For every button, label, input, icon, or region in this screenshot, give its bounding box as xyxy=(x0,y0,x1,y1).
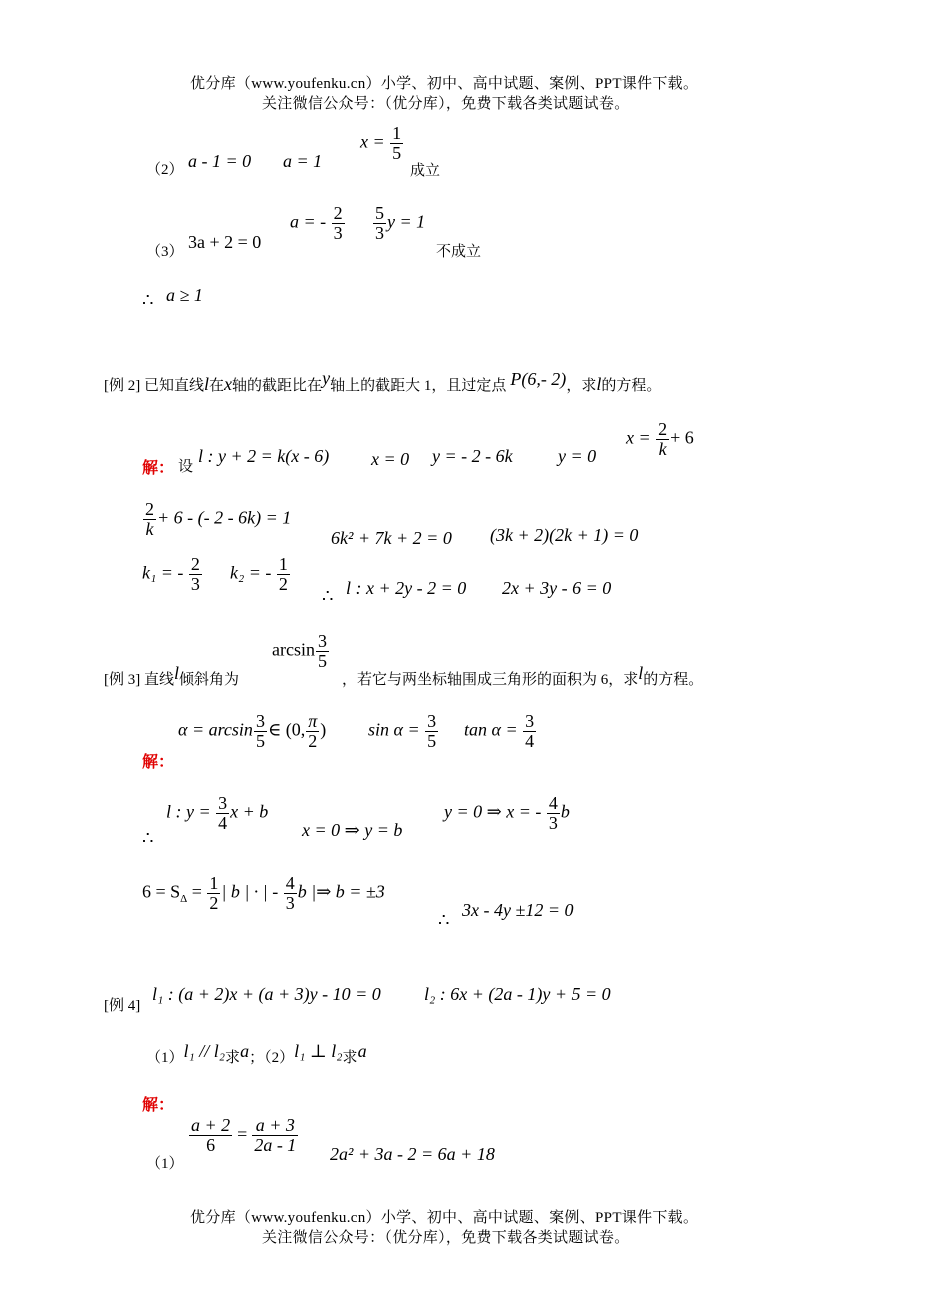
ex3-pi-fraction xyxy=(306,712,319,751)
part2-label: （2） xyxy=(146,162,184,178)
ex3-alpha-close: ) xyxy=(320,719,327,740)
fraction-numerator: 1 xyxy=(392,123,402,143)
fraction-numerator: 3 xyxy=(218,793,228,813)
ex3-text-4: 的方程。 xyxy=(643,672,704,688)
part3-a-lhs: a = - xyxy=(290,211,331,232)
ex3-alpha-in: ∈ (0, xyxy=(267,719,306,740)
ex3-y-zero-rest: b xyxy=(560,801,570,822)
fraction-denominator: 2 xyxy=(209,892,219,913)
part2-x-lhs: x = xyxy=(360,131,390,152)
ex2-condition-rest: + 6 - (- 2 - 6k) = 1 xyxy=(157,507,292,528)
ex4-q2-label: （2） xyxy=(264,1050,295,1066)
fraction-denominator: 3 xyxy=(285,892,295,913)
ex4-line-l2: l₂ : 6x + (2a - 1)y + 5 = 0 xyxy=(424,984,611,1004)
ex2-k2-fraction xyxy=(277,555,290,594)
fraction-denominator: k xyxy=(145,518,154,539)
ex3-y-zero-lhs: y = 0 ⇒ x = - xyxy=(444,801,546,822)
part3-y-fraction xyxy=(373,204,386,243)
ex2-y-intercept: y = - 2 - 6k xyxy=(432,446,513,466)
ex3-area-frac2 xyxy=(284,874,297,913)
ex3-prompt-rest xyxy=(342,663,704,689)
ex4-q2-text: 求 xyxy=(342,1050,358,1066)
ex3-area-eq: = xyxy=(187,881,207,902)
part3-label: （3） xyxy=(146,244,184,260)
ex2-text-2: 在 xyxy=(209,378,225,394)
ex2-x-intercept-rest: + 6 xyxy=(670,427,694,448)
ex2-x-intercept-lhs: x = xyxy=(626,427,656,448)
ex2-condition-fraction xyxy=(143,500,156,539)
header-line-1: 优分库（www.youfenku.cn）小学、初中、高中试题、案例、PPT课件下载。 xyxy=(190,76,699,92)
ex2-k1 xyxy=(142,555,203,594)
ex2-y-zero: y = 0 xyxy=(558,446,597,466)
ex3-text-2: 倾斜角为 xyxy=(179,672,240,688)
ex2-k2 xyxy=(230,555,291,594)
fraction-denominator: 3 xyxy=(375,222,384,243)
fraction-numerator: 5 xyxy=(375,203,384,223)
ex2-answer-2: 2x + 3y - 6 = 0 xyxy=(502,578,612,598)
part3-eq1: 3a + 2 = 0 xyxy=(188,232,262,252)
fraction-denominator: 2 xyxy=(278,573,288,594)
part2-eq1: a - 1 = 0 xyxy=(188,151,252,171)
ex2-text-6: 的方程。 xyxy=(601,378,662,394)
ex4-ratio-right xyxy=(252,1116,298,1155)
ex4-ratio-left xyxy=(189,1116,232,1155)
header-line-2: 关注微信公众号：（优分库），免费下载各类试题试卷。 xyxy=(262,96,630,112)
part3-y-rest: y = 1 xyxy=(387,211,426,232)
ex4-ratio-eq: = xyxy=(237,1123,248,1144)
fraction-denominator: 5 xyxy=(255,730,265,751)
part2-verdict: 成立 xyxy=(410,163,441,179)
fraction-numerator: 2 xyxy=(658,419,668,439)
part3-a-fraction xyxy=(332,204,345,243)
ex2-point: P(6,- 2) xyxy=(510,369,567,389)
fraction-numerator: π xyxy=(308,711,318,731)
fraction-numerator: 3 xyxy=(427,711,437,731)
ex2-k1-fraction xyxy=(189,555,202,594)
ex3-prompt xyxy=(104,663,240,689)
fraction-denominator: 5 xyxy=(427,730,437,751)
ex4-q1-label: （1） xyxy=(146,1050,184,1066)
ex3-var-l-2: l xyxy=(638,663,644,683)
ex2-var-l-2: l xyxy=(596,374,602,394)
ex2-quadratic: 6k² + 7k + 2 = 0 xyxy=(331,528,452,548)
conclusion-a-ge-1: a ≥ 1 xyxy=(166,285,203,305)
fraction-denominator: 3 xyxy=(548,812,558,833)
fraction-denominator: 2a - 1 xyxy=(254,1134,297,1155)
ex4-question-line xyxy=(146,1041,367,1067)
fraction-denominator: 6 xyxy=(206,1134,216,1155)
ex4-s1-label: （1） xyxy=(146,1156,184,1172)
part2-x-fraction xyxy=(390,124,403,163)
fraction-numerator: 2 xyxy=(145,499,154,519)
ex2-x-intercept xyxy=(626,420,694,459)
fraction-denominator: 3 xyxy=(190,573,200,594)
fraction-numerator: 4 xyxy=(285,873,295,893)
ex3-label: [例 3] xyxy=(104,672,141,688)
ex2-condition-equation xyxy=(142,500,291,539)
ex3-var-l: l xyxy=(174,663,180,683)
ex3-solution-label: 解： xyxy=(142,754,175,771)
fraction-numerator: a + 2 xyxy=(191,1115,231,1135)
part3-y-expression xyxy=(372,204,425,243)
footer-line-1: 优分库（www.youfenku.cn）小学、初中、高中试题、案例、PPT课件下载。 xyxy=(190,1210,699,1226)
ex4-q1-text: 求 xyxy=(225,1050,241,1066)
ex2-text-4: 轴上的截距大 1，且过定点 xyxy=(330,378,507,394)
ex3-area-equation xyxy=(142,874,385,913)
ex3-sin xyxy=(368,712,439,751)
ex3-alpha-lhs: α = arcsin xyxy=(178,719,253,740)
ex2-k2-lhs: k₂ = - xyxy=(230,562,276,583)
fraction-denominator: 2 xyxy=(308,730,318,751)
fraction-numerator: 1 xyxy=(209,873,219,893)
ex2-k1-lhs: k₁ = - xyxy=(142,562,188,583)
ex3-therefore: ∴ xyxy=(142,828,154,848)
ex2-text-5: ，求 xyxy=(566,378,597,394)
ex3-alpha-expression xyxy=(178,712,326,751)
fraction-numerator: 3 xyxy=(525,711,535,731)
ex4-label: [例 4] xyxy=(104,998,141,1014)
ex4-question-separator: ； xyxy=(249,1050,265,1066)
ex2-prompt xyxy=(104,368,662,395)
ex3-answer: 3x - 4y ±12 = 0 xyxy=(462,900,574,920)
part2-eq2: a = 1 xyxy=(283,151,323,171)
ex3-arcsin-fraction xyxy=(316,632,329,671)
ex4-q2-condition: l₁ ⊥ l₂ xyxy=(294,1041,343,1061)
ex4-solution-label: 解： xyxy=(142,1097,175,1114)
fraction-denominator: 5 xyxy=(317,650,327,671)
fraction-numerator: 2 xyxy=(333,203,343,223)
fraction-numerator: 2 xyxy=(190,554,200,574)
ex2-text-3: 轴的截距比在 xyxy=(232,378,323,394)
fraction-numerator: 4 xyxy=(548,793,558,813)
part2-x-expression xyxy=(360,124,404,163)
ex2-factored: (3k + 2)(2k + 1) = 0 xyxy=(490,525,639,545)
ex3-area-lhs: 6 = S xyxy=(142,881,181,902)
ex3-area-sub: Δ xyxy=(180,893,188,906)
ex2-x-zero: x = 0 xyxy=(371,449,410,469)
fraction-denominator: 3 xyxy=(333,222,343,243)
ex3-area-mid: | b | · | - xyxy=(221,881,283,902)
ex2-line-equation: l : y + 2 = k(x - 6) xyxy=(198,446,330,466)
ex2-therefore: ∴ xyxy=(322,586,334,606)
ex3-tan-lhs: tan α = xyxy=(464,719,523,740)
ex4-q1-condition: l₁ // l₂ xyxy=(183,1041,226,1061)
fraction-denominator: k xyxy=(658,438,667,459)
ex3-y-zero xyxy=(444,794,570,833)
ex3-line-rest: x + b xyxy=(230,801,269,822)
ex3-sin-lhs: sin α = xyxy=(368,719,425,740)
ex2-var-x: x xyxy=(224,374,233,394)
therefore-symbol: ∴ xyxy=(142,290,154,310)
ex3-line-fraction xyxy=(216,794,229,833)
ex3-line-form xyxy=(166,794,268,833)
ex3-tan xyxy=(464,712,537,751)
ex3-alpha-fraction xyxy=(254,712,267,751)
part3-a-expression xyxy=(290,204,346,243)
ex3-area-half xyxy=(207,874,220,913)
ex3-x-zero: x = 0 ⇒ y = b xyxy=(302,820,403,840)
ex3-therefore-2: ∴ xyxy=(438,910,450,930)
fraction-numerator: 3 xyxy=(317,631,327,651)
ex2-x-intercept-fraction xyxy=(656,420,669,459)
fraction-denominator: 5 xyxy=(392,142,402,163)
fraction-numerator: a + 3 xyxy=(252,1116,298,1136)
ex4-ratio-equation xyxy=(188,1116,299,1155)
ex2-var-y: y xyxy=(322,368,331,388)
ex2-answer-1: l : x + 2y - 2 = 0 xyxy=(346,578,467,598)
ex3-arcsin-text: arcsin xyxy=(272,639,315,660)
ex3-text-3: ，若它与两坐标轴围成三角形的面积为 6，求 xyxy=(342,672,639,688)
fraction-numerator: 1 xyxy=(278,554,288,574)
ex2-solution-label: 解： xyxy=(142,460,175,477)
ex4-line-l1: l₁ : (a + 2)x + (a + 3)y - 10 = 0 xyxy=(152,984,381,1004)
footer-line-2: 关注微信公众号：（优分库），免费下载各类试题试卷。 xyxy=(262,1230,630,1246)
ex2-text-1: 已知直线 xyxy=(144,378,205,394)
ex2-set-text: 设 xyxy=(178,459,194,475)
ex3-y-zero-fraction xyxy=(547,794,560,833)
ex4-q1-var: a xyxy=(240,1041,250,1061)
fraction-denominator: 4 xyxy=(218,812,228,833)
part3-verdict: 不成立 xyxy=(436,244,482,260)
fraction-numerator: 3 xyxy=(255,711,265,731)
ex4-expanded-equation: 2a² + 3a - 2 = 6a + 18 xyxy=(330,1144,495,1164)
ex3-arcsin xyxy=(272,632,330,671)
ex4-q2-var: a xyxy=(357,1041,367,1061)
ex3-line-lhs: l : y = xyxy=(166,801,216,822)
ex3-sin-fraction xyxy=(425,712,438,751)
ex2-var-l: l xyxy=(204,374,210,394)
ex3-tan-fraction xyxy=(523,712,536,751)
ex3-area-end: b |⇒ b = ±3 xyxy=(297,881,385,902)
ex3-text-1: 直线 xyxy=(144,672,175,688)
ex2-label: [例 2] xyxy=(104,378,141,394)
fraction-denominator: 4 xyxy=(525,730,535,751)
